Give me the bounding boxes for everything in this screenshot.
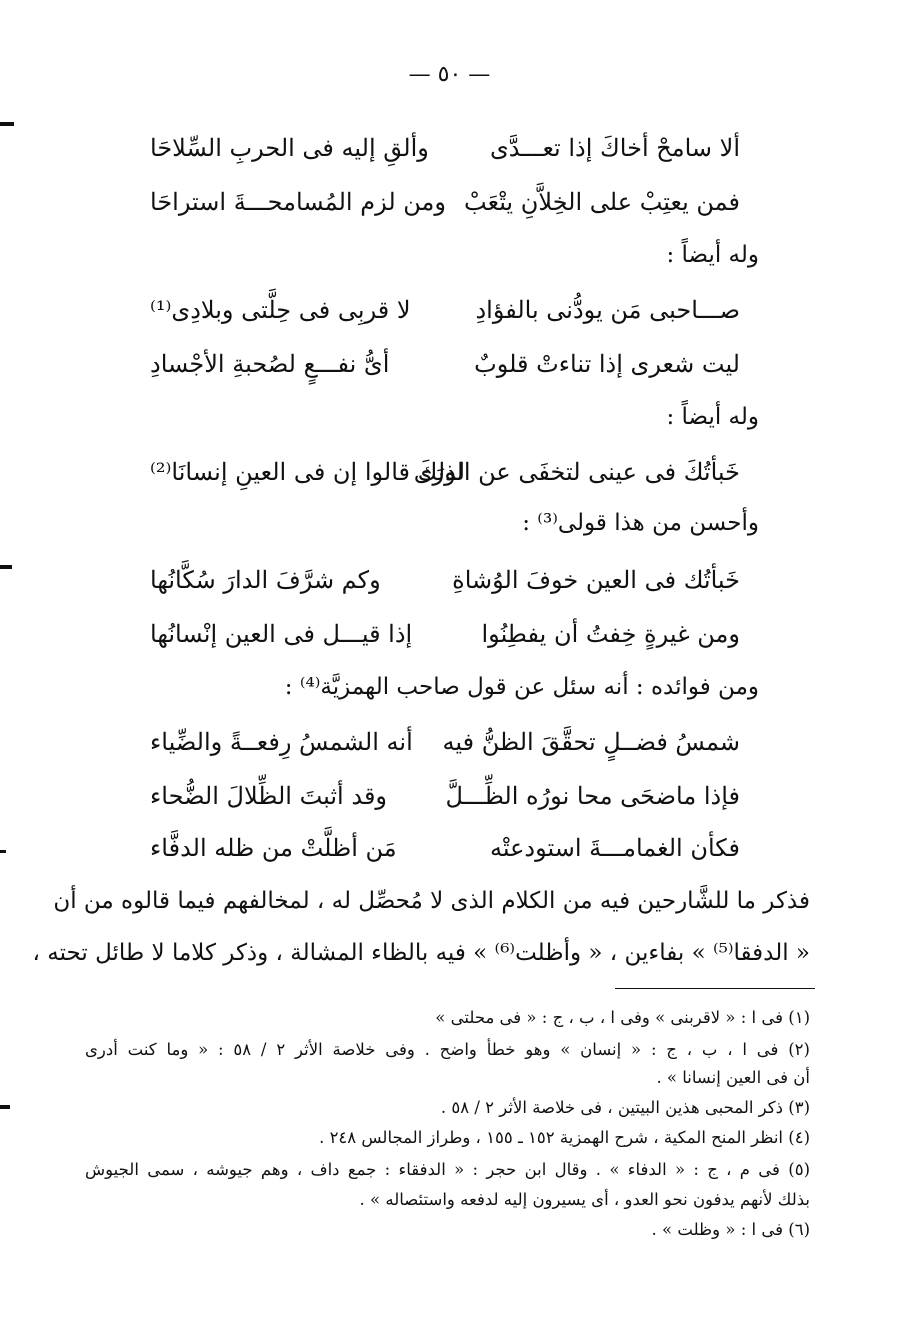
section-intro: وله أيضاً : — [666, 404, 759, 430]
verse-hemistich-first: صـــاحبى مَن يودُّنى بالفؤادِ — [475, 296, 740, 324]
section-intro: وله أيضاً : — [666, 242, 759, 268]
verse-hemistich-first: خَبأتُك فى العين خوفَ الوُشاةِ — [452, 566, 740, 594]
verse-hemistich-first: فمن يعتِبْ على الخِلاَّنِ يتْعَبْ — [464, 188, 740, 216]
verse-hemistich-second: وقد أثبتَ الظِّلالَ الضُّحاء — [150, 782, 388, 810]
scan-edge-mark — [0, 850, 6, 853]
verse-line — [150, 566, 740, 606]
footnote-separator — [615, 988, 815, 989]
verse-hemistich-first: ليت شعرى إذا تناءتْ قلوبٌ — [474, 350, 740, 378]
footnote-continuation: أن فى العين إنسانا » . — [656, 1068, 810, 1087]
scan-edge-mark — [0, 565, 12, 569]
section-intro: ومن فوائده : أنه سئل عن قول صاحب الهمزيَّة⁽⁴⁾ : — [284, 674, 759, 700]
verse-line — [150, 620, 740, 660]
scan-edge-mark — [0, 122, 14, 126]
verse-hemistich-second: لا قربِى فى حِلَّتى وبلادِى⁽¹⁾ — [150, 296, 411, 324]
footnote: (٤) انظر المنح المكية ، شرح الهمزية ١٥٢ ـ ١٥٥ ، وطراز المجالس ٢٤٨ . — [319, 1128, 810, 1147]
verse-line — [150, 350, 740, 390]
verse-hemistich-first: ومن غيرةٍ خِفتُ أن يفطِنُوا — [481, 620, 740, 648]
verse-line — [150, 834, 740, 874]
footnote: (٦) فى ا : « وظلت » . — [651, 1220, 810, 1239]
verse-line — [150, 782, 740, 822]
verse-hemistich-second: ومن لزم المُسامحـــةَ استراحَا — [150, 188, 446, 216]
verse-hemistich-first: فكأن الغمامـــةَ استودعتْه — [489, 834, 740, 862]
verse-hemistich-second: وكم شرَّفَ الدارَ سُكَّانُها — [150, 566, 381, 594]
prose-line: « الدفقا⁽⁵⁾ » بفاءين ، « وأظلت⁽⁶⁾ » فيه بالظاء المشالة ، وذكر كلاما لا طائل تحته ، — [32, 940, 810, 966]
verse-line — [150, 728, 740, 768]
verse-hemistich-second: أىُّ نفـــعٍ لصُحبةِ الأجْسادِ — [150, 350, 390, 378]
verse-line — [150, 296, 740, 336]
footnote: (٢) فى ا ، ب ، ج : « إنسان » وهو خطأ واضح . وفى خلاصة الأثر ٢ / ٥٨ : « وما كنت أدرى — [85, 1040, 810, 1059]
footnote: (٣) ذكر المحبى هذين البيتين ، فى خلاصة الأثر ٢ / ٥٨ . — [440, 1098, 810, 1117]
verse-hemistich-second: لذلكَ قالوا إن فى العينِ إنسانَا⁽²⁾ — [150, 458, 466, 486]
verse-hemistich-second: أنه الشمسُ رِفعــةً والضِّياء — [150, 728, 413, 756]
verse-hemistich-second: وألقِ إليه فى الحربِ السِّلاحَا — [150, 134, 429, 162]
footnote: (٥) فى م ، ج : « الدفاء » . وقال ابن حجر : « الدفقاء : جمع داف ، وهم جيوشه ، سمى الجيوش — [85, 1160, 810, 1179]
section-intro: وأحسن من هذا قولى⁽³⁾ : — [522, 510, 759, 536]
footnote-continuation: بذلك لأنهم يدفون نحو العدو ، أى يسيرون إليه لدفعه واستئصاله » . — [359, 1190, 810, 1209]
verse-line — [150, 458, 740, 498]
verse-hemistich-first: شمسُ فضــلٍ تحقَّقَ الظنُّ فيه — [442, 728, 740, 756]
prose-line: فذكر ما للشَّارحين فيه من الكلام الذى لا مُحصِّل له ، لمخالفهم فيما قالوه من أن — [53, 888, 810, 914]
verse-line — [150, 188, 740, 228]
verse-hemistich-second: مَن أظلَّتْ من ظله الدفَّاء — [150, 834, 397, 862]
verse-hemistich-second: إذا قيـــل فى العين إنْسانُها — [150, 620, 413, 648]
footnote: (١) فى ا : « لاقربنى » وفى ا ، ب ، ج : « فى محلتى » — [435, 1008, 810, 1027]
scan-edge-mark — [0, 1105, 10, 1109]
verse-hemistich-first: ألا سامحْ أخاكَ إذا تعـــدَّى — [490, 134, 740, 162]
verse-hemistich-first: خَبأتُكَ فى عينى لتخفَى عن الورَى — [413, 458, 740, 486]
page-number: — ٥٠ — — [408, 62, 491, 87]
verse-line — [150, 134, 740, 174]
verse-hemistich-first: فإذا ماضحَى محا نورُه الظِّـــلَّ — [445, 782, 740, 810]
